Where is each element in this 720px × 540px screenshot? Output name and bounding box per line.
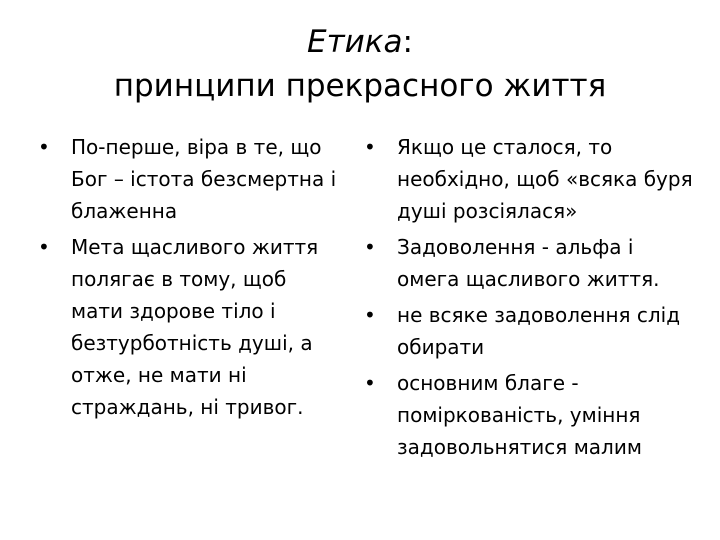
bullet-icon: • <box>364 135 376 159</box>
list-item <box>364 299 694 363</box>
list-item <box>364 131 694 227</box>
title-subtitle: принципи прекрасного життя <box>113 68 607 104</box>
list-item <box>364 231 694 295</box>
bullet-icon: • <box>38 135 50 159</box>
bullet-icon: • <box>38 235 50 259</box>
bullet-icon: • <box>364 303 376 327</box>
list-item-text: не всяке задоволення слід обирати <box>397 303 681 359</box>
list-item <box>38 131 343 227</box>
list-item-text: По-перше, віра в те, що Бог – істота безсмертна і блаженна <box>71 135 337 223</box>
left-bullet-list <box>38 131 343 427</box>
list-item-text: Якщо це сталося, то необхідно, щоб «всяка буря душі розсіялася» <box>397 135 693 223</box>
list-item-text: основним благе - поміркованість, уміння задовольнятися малим <box>397 371 642 459</box>
title-line-1 <box>0 20 720 64</box>
list-item <box>38 231 343 423</box>
bullet-icon: • <box>364 235 376 259</box>
list-item-text: Задоволення - альфа і омега щасливого життя. <box>397 235 660 291</box>
bullet-icon: • <box>364 371 376 395</box>
right-bullet-list <box>364 131 694 467</box>
title-emphasis: Етика <box>307 24 403 60</box>
title-colon: : <box>402 24 413 60</box>
list-item-text: Мета щасливого життя полягає в тому, щоб мати здорове тіло і безтурботність душі, а отже, не мати ні страждань, ні тривог. <box>71 235 319 419</box>
slide-title <box>0 20 720 108</box>
list-item <box>364 367 694 463</box>
